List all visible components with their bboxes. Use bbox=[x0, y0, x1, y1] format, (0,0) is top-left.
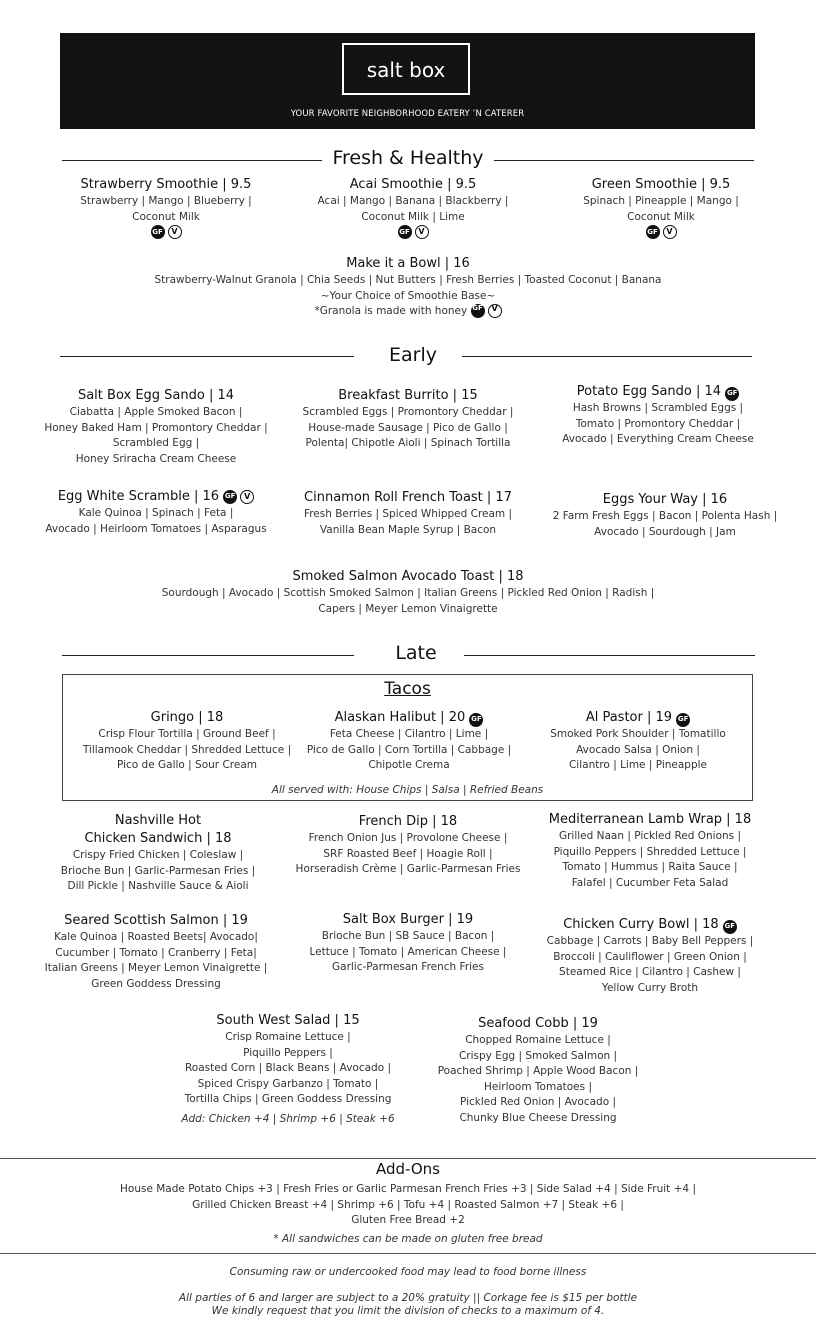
menu-item-egg-white-scramble bbox=[36, 488, 276, 537]
menu-item-make-it-a-bowl bbox=[100, 255, 716, 320]
gluten-free-bread-note: * All sandwiches can be made on gluten free bread bbox=[273, 1233, 543, 1245]
item-name: Alaskan Halibut | 20 GF bbox=[334, 710, 482, 725]
item-name: Breakfast Burrito | 15 bbox=[338, 388, 478, 403]
vegan-icon: V bbox=[415, 225, 429, 239]
gluten-free-icon: GF bbox=[223, 490, 237, 504]
menu-item-breakfast-burrito bbox=[290, 387, 526, 452]
section-rule bbox=[62, 655, 354, 656]
menu-item-strawberry-smoothie bbox=[50, 176, 282, 239]
menu-item-salt-box-burger bbox=[290, 911, 526, 976]
diet-badges bbox=[471, 304, 502, 318]
gluten-free-icon: GF bbox=[151, 225, 165, 239]
menu-item-gringo bbox=[67, 709, 307, 774]
menu-item-smoked-salmon-toast bbox=[108, 568, 708, 617]
item-name: Potato Egg Sando | 14 GF bbox=[576, 384, 738, 399]
vegan-icon: V bbox=[663, 225, 677, 239]
item-name: Cinnamon Roll French Toast | 17 bbox=[304, 490, 512, 505]
item-name: Green Smoothie | 9.5 bbox=[591, 177, 731, 192]
section-title-early: Early bbox=[364, 343, 462, 367]
section-rule bbox=[460, 356, 752, 357]
section-title-late: Late bbox=[368, 641, 464, 665]
divider bbox=[0, 1158, 816, 1159]
menu-item-seafood-cobb bbox=[420, 1015, 656, 1126]
item-desc: Fresh Berries | Spiced Whipped Cream | Vanilla Bean Maple Syrup | Bacon bbox=[303, 508, 513, 536]
item-name: Seared Scottish Salmon | 19 bbox=[64, 913, 248, 928]
item-desc: Ciabatta | Apple Smoked Bacon | Honey Baked Ham | Promontory Cheddar | Scrambled Egg | Honey Sriracha Cream Cheese bbox=[44, 406, 268, 465]
menu-item-cinnamon-roll-french-toast bbox=[284, 489, 532, 538]
menu-item-seared-salmon bbox=[36, 912, 276, 992]
menu-item-green-smoothie bbox=[545, 176, 777, 239]
item-name: Mediterranean Lamb Wrap | 18 bbox=[548, 812, 752, 827]
vegan-icon: V bbox=[488, 304, 502, 318]
menu-item-french-dip bbox=[290, 813, 526, 878]
vegan-icon: V bbox=[168, 225, 182, 239]
item-desc: Spinach | Pineapple | Mango | Coconut Milk bbox=[583, 195, 739, 223]
divider bbox=[0, 1253, 816, 1254]
section-title-addons: Add-Ons bbox=[376, 1160, 440, 1178]
item-desc: Cabbage | Carrots | Baby Bell Peppers | Broccoli | Cauliflower | Green Onion | Steamed Rice | Cilantro | Cashew | Yellow Curry Broth bbox=[546, 935, 754, 994]
granola-note: *Granola is made with honey bbox=[314, 305, 468, 317]
tacos-served-with: All served with: House Chips | Salsa | Refried Beans bbox=[271, 784, 544, 796]
item-name: French Dip | 18 bbox=[358, 814, 458, 829]
menu-item-alaskan-halibut bbox=[291, 709, 527, 774]
gluten-free-icon: GF bbox=[676, 713, 690, 727]
item-desc: Strawberry-Walnut Granola | Chia Seeds | Nut Butters | Fresh Berries | Toasted Coconut | Banana ~Your Choice of Smoothie Base~ *Granola is made with honey GF V bbox=[154, 274, 662, 317]
diet-badges bbox=[223, 490, 254, 504]
item-name: Eggs Your Way | 16 bbox=[602, 492, 728, 507]
gratuity-policy: All parties of 6 and larger are subject to a 20% gratuity || Corkage fee is $15 per bottle We kindly request that you limit the division of checks to a maximum of 4. bbox=[178, 1292, 638, 1317]
item-desc: Crispy Fried Chicken | Coleslaw | Brioche Bun | Garlic-Parmesan Fries | Dill Pickle | Nashville Sauce & Aioli bbox=[60, 849, 256, 892]
tacos-panel bbox=[62, 674, 753, 801]
menu-item-eggs-your-way bbox=[545, 491, 785, 540]
item-name: Salt Box Egg Sando | 14 bbox=[77, 388, 235, 403]
item-name: Egg White Scramble | 16 GF V bbox=[36, 488, 276, 506]
diet-badges bbox=[151, 225, 182, 239]
gluten-free-icon: GF bbox=[471, 304, 485, 318]
tagline: YOUR FAVORITE NEIGHBORHOOD EATERY ’N CATERER bbox=[290, 109, 525, 119]
item-name: Strawberry Smoothie | 9.5 bbox=[80, 177, 252, 192]
gluten-free-icon: GF bbox=[398, 225, 412, 239]
item-name: Nashville Hot Chicken Sandwich | 18 bbox=[84, 813, 232, 846]
item-desc: Brioche Bun | SB Sauce | Bacon | Lettuce | Tomato | American Cheese | Garlic-Parmesan French Fries bbox=[309, 930, 507, 973]
gluten-free-icon: GF bbox=[469, 713, 483, 727]
menu-item-potato-egg-sando bbox=[540, 383, 776, 448]
item-desc: Crisp Romaine Lettuce | Piquillo Peppers | Roasted Corn | Black Beans | Avocado | Spiced Crispy Garbanzo | Tomato | Tortilla Chips | Green Goddess Dressing bbox=[184, 1031, 392, 1105]
item-desc: Feta Cheese | Cilantro | Lime | Pico de Gallo | Corn Tortilla | Cabbage | Chipotle Crema bbox=[306, 728, 512, 771]
menu-item-chicken-curry-bowl bbox=[532, 916, 768, 996]
item-desc: Smoked Pork Shoulder | Tomatillo Avocado Salsa | Onion | Cilantro | Lime | Pineapple bbox=[550, 728, 726, 771]
item-desc: Acai | Mango | Banana | Blackberry | Coconut Milk | Lime bbox=[317, 195, 509, 223]
section-rule bbox=[464, 655, 755, 656]
section-rule bbox=[60, 356, 354, 357]
item-desc: Kale Quinoa | Roasted Beets| Avocado| Cucumber | Tomato | Cranberry | Feta| Italian Greens | Meyer Lemon Vinaigrette | Green Goddess Dressing bbox=[44, 931, 268, 990]
item-name: Acai Smoothie | 9.5 bbox=[349, 177, 477, 192]
tacos-title: Tacos bbox=[384, 679, 431, 699]
gluten-free-icon: GF bbox=[723, 920, 737, 934]
addons-list: House Made Potato Chips +3 | Fresh Fries or Garlic Parmesan French Fries +3 | Side Salad +4 | Side Fruit +4 | Grilled Chicken Breast +4 | Shrimp +6 | Tofu +4 | Roasted Salmon +7 | Steak +6 | Gluten Free Bread +2 bbox=[120, 1183, 696, 1226]
item-name: Seafood Cobb | 19 bbox=[478, 1016, 598, 1031]
item-desc: Chopped Romaine Lettuce | Crispy Egg | Smoked Salmon | Poached Shrimp | Apple Wood Bacon | Heirloom Tomatoes | Pickled Red Onion | Avocado | Chunky Blue Cheese Dressing bbox=[437, 1034, 639, 1124]
logo bbox=[342, 43, 470, 95]
gluten-free-icon: GF bbox=[646, 225, 660, 239]
item-desc: Strawberry | Mango | Blueberry | Coconut Milk bbox=[80, 195, 252, 223]
menu-item-lamb-wrap bbox=[532, 811, 768, 891]
item-name: Smoked Salmon Avocado Toast | 18 bbox=[292, 569, 524, 584]
menu-item-egg-sando bbox=[38, 387, 274, 467]
menu-item-nashville-hot bbox=[40, 812, 276, 895]
item-desc: French Onion Jus | Provolone Cheese | SRF Roasted Beef | Hoagie Roll | Horseradish Crème | Garlic-Parmesan Fries bbox=[295, 832, 521, 875]
item-name: Salt Box Burger | 19 bbox=[342, 912, 474, 927]
gluten-free-icon: GF bbox=[725, 387, 739, 401]
item-name: Gringo | 18 bbox=[150, 710, 224, 725]
logo-text: salt box bbox=[366, 58, 446, 82]
item-desc: Grilled Naan | Pickled Red Onions | Piquillo Peppers | Shredded Lettuce | Tomato | Hummus | Raita Sauce | Falafel | Cucumber Feta Salad bbox=[553, 830, 747, 889]
add-protein-note: Add: Chicken +4 | Shrimp +6 | Steak +6 bbox=[181, 1112, 395, 1125]
item-desc: Crisp Flour Tortilla | Ground Beef | Tillamook Cheddar | Shredded Lettuce | Pico de Gallo | Sour Cream bbox=[82, 728, 292, 771]
item-desc: Hash Browns | Scrambled Eggs | Tomato | Promontory Cheddar | Avocado | Everything Cream Cheese bbox=[562, 402, 754, 445]
menu-item-al-pastor bbox=[528, 709, 748, 774]
menu-item-acai-smoothie bbox=[290, 176, 536, 239]
item-desc: Kale Quinoa | Spinach | Feta | Avocado | Heirloom Tomatoes | Asparagus bbox=[45, 507, 267, 535]
vegan-icon: V bbox=[240, 490, 254, 504]
item-desc: Sourdough | Avocado | Scottish Smoked Salmon | Italian Greens | Pickled Red Onion | Radish | Capers | Meyer Lemon Vinaigrette bbox=[161, 587, 655, 615]
item-name: Chicken Curry Bowl | 18 GF bbox=[563, 917, 736, 932]
item-desc: 2 Farm Fresh Eggs | Bacon | Polenta Hash | Avocado | Sourdough | Jam bbox=[552, 510, 778, 538]
item-name: Make it a Bowl | 16 bbox=[346, 256, 470, 271]
diet-badges bbox=[398, 225, 429, 239]
header-banner bbox=[60, 33, 755, 129]
menu-item-south-west-salad bbox=[170, 1012, 406, 1127]
section-title-fresh: Fresh & Healthy bbox=[322, 146, 494, 170]
item-name: South West Salad | 15 bbox=[216, 1013, 360, 1028]
item-name: Al Pastor | 19 GF bbox=[585, 710, 689, 725]
diet-badges bbox=[646, 225, 677, 239]
item-desc: Scrambled Eggs | Promontory Cheddar | House-made Sausage | Pico de Gallo | Polenta| Chipotle Aioli | Spinach Tortilla bbox=[302, 406, 514, 449]
food-warning: Consuming raw or undercooked food may lead to food borne illness bbox=[229, 1266, 587, 1278]
